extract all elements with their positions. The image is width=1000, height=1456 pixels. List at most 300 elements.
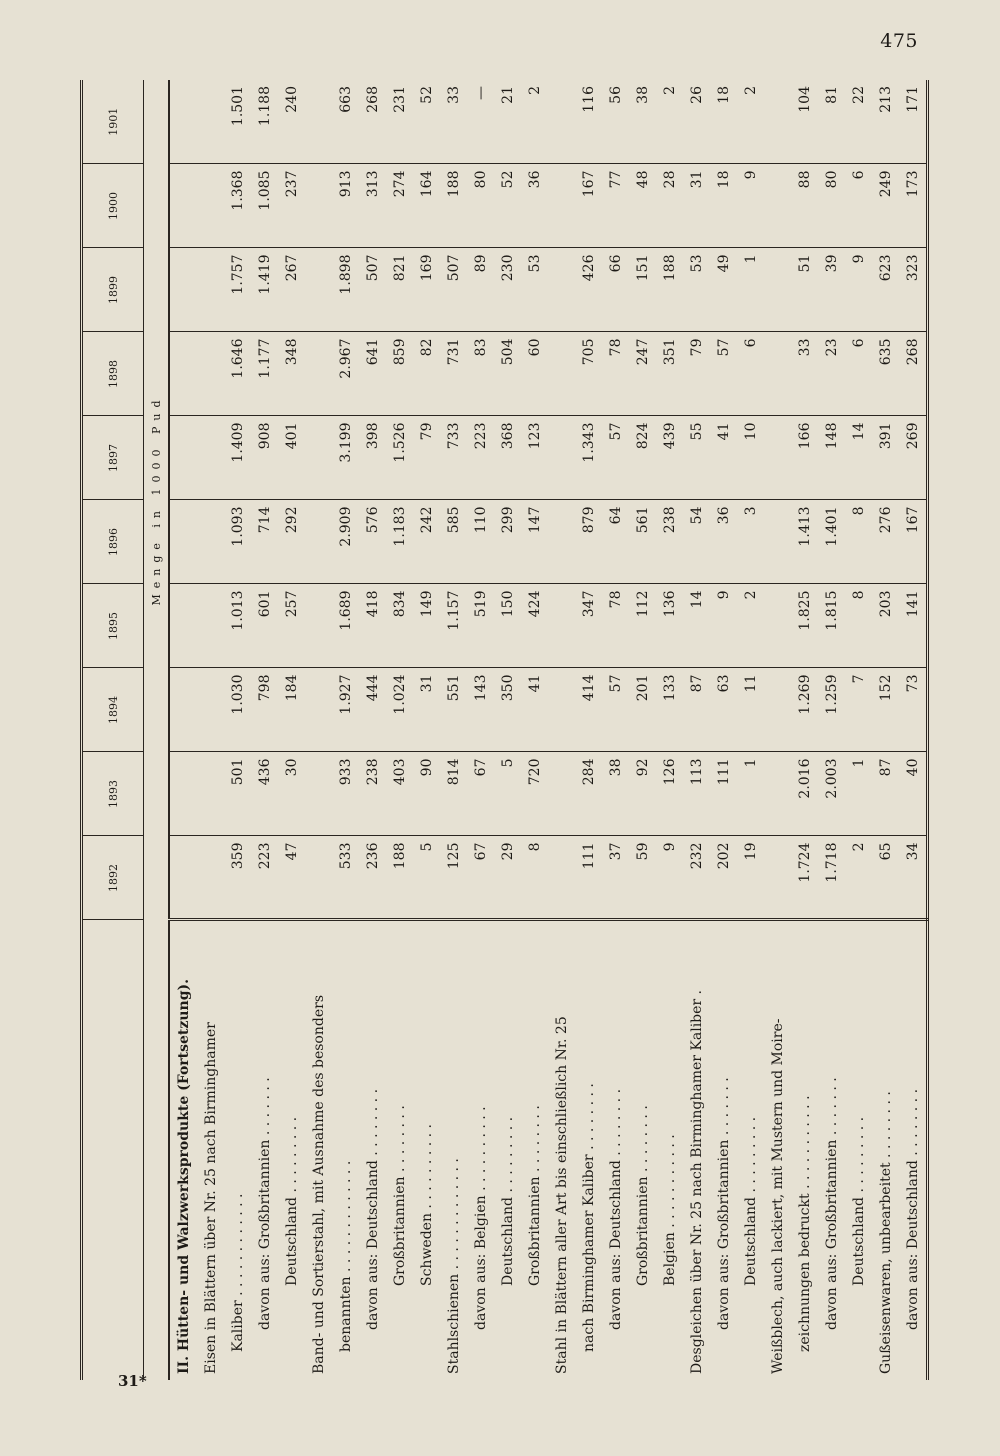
table-row bbox=[224, 80, 251, 1380]
row-label: davon aus: Großbritannien . . . . . . . bbox=[823, 1077, 840, 1330]
table-row bbox=[440, 80, 467, 1380]
value-cell: 284 bbox=[575, 752, 602, 836]
row-label: nach Birminghamer Kaliber . . . . . . . . bbox=[580, 1083, 597, 1352]
row-label: zeichnungen bedruckt . . . . . . . . . . . bbox=[796, 1095, 813, 1352]
value-cell: 126 bbox=[656, 752, 683, 836]
value-cell: 257 bbox=[278, 584, 305, 668]
row-label: Deutschland . . . . . . . . . bbox=[742, 1116, 759, 1286]
value-cell bbox=[764, 500, 791, 584]
row-label-cell bbox=[305, 920, 332, 1380]
year-header: 1900 bbox=[82, 164, 144, 248]
statistics-table bbox=[80, 80, 929, 1380]
value-cell bbox=[197, 80, 224, 164]
row-label: Großbritannien . . . . . . . . bbox=[391, 1105, 408, 1286]
value-cell: 14 bbox=[683, 584, 710, 668]
value-cell: 150 bbox=[494, 584, 521, 668]
value-cell: 111 bbox=[710, 752, 737, 836]
value-cell: 2 bbox=[521, 80, 548, 164]
value-cell bbox=[548, 752, 575, 836]
value-cell: 1.013 bbox=[224, 584, 251, 668]
value-cell: 169 bbox=[413, 248, 440, 332]
value-cell: 424 bbox=[521, 584, 548, 668]
value-cell: 824 bbox=[629, 416, 656, 500]
value-cell: 236 bbox=[359, 836, 386, 920]
value-cell: 1.898 bbox=[332, 248, 359, 332]
value-cell: 6 bbox=[737, 332, 764, 416]
value-cell: 519 bbox=[467, 584, 494, 668]
value-cell: 576 bbox=[359, 500, 386, 584]
value-cell: 561 bbox=[629, 500, 656, 584]
value-cell: 299 bbox=[494, 500, 521, 584]
value-cell: 821 bbox=[386, 248, 413, 332]
value-cell: 1.927 bbox=[332, 668, 359, 752]
table-row bbox=[818, 80, 845, 1380]
table-row bbox=[872, 80, 899, 1380]
value-cell: 1.825 bbox=[791, 584, 818, 668]
signature-mark: 31* bbox=[118, 1372, 147, 1390]
value-cell: 188 bbox=[656, 248, 683, 332]
row-label: Stahl in Blättern aller Art bis einschließlich Nr. 25 bbox=[553, 1016, 570, 1374]
table-row bbox=[602, 80, 629, 1380]
value-cell: 184 bbox=[278, 668, 305, 752]
value-cell bbox=[197, 668, 224, 752]
value-cell: 125 bbox=[440, 836, 467, 920]
year-header: 1894 bbox=[82, 668, 144, 752]
value-cell: 41 bbox=[710, 416, 737, 500]
row-label: Desgleichen über Nr. 25 nach Birminghamer Kaliber . bbox=[688, 989, 705, 1374]
value-cell bbox=[305, 584, 332, 668]
value-cell: 1.030 bbox=[224, 668, 251, 752]
value-cell: 36 bbox=[710, 500, 737, 584]
table-row bbox=[656, 80, 683, 1380]
value-cell: 267 bbox=[278, 248, 305, 332]
value-cell: 80 bbox=[467, 164, 494, 248]
value-cell: 55 bbox=[683, 416, 710, 500]
value-cell: 242 bbox=[413, 500, 440, 584]
value-cell: 533 bbox=[332, 836, 359, 920]
row-label: davon aus: Deutschland . . . . . . . . bbox=[364, 1088, 381, 1330]
value-cell: 237 bbox=[278, 164, 305, 248]
table-row bbox=[845, 80, 872, 1380]
value-cell: 31 bbox=[413, 668, 440, 752]
value-cell: 30 bbox=[278, 752, 305, 836]
value-cell: 33 bbox=[791, 332, 818, 416]
row-label: Deutschland . . . . . . . . . bbox=[499, 1116, 516, 1286]
value-cell: 247 bbox=[629, 332, 656, 416]
value-cell: 123 bbox=[521, 416, 548, 500]
row-label: davon aus: Großbritannien . . . . . . . bbox=[715, 1077, 732, 1330]
value-cell: 152 bbox=[872, 668, 899, 752]
value-cell bbox=[169, 164, 197, 248]
row-label: Eisen in Blättern über Nr. 25 nach Birminghamer bbox=[202, 1022, 219, 1374]
value-cell: 1.419 bbox=[251, 248, 278, 332]
row-label: Schweden . . . . . . . . . . bbox=[418, 1124, 435, 1286]
value-cell: 6 bbox=[845, 164, 872, 248]
value-cell bbox=[197, 836, 224, 920]
value-cell bbox=[305, 500, 332, 584]
value-cell: 1.718 bbox=[818, 836, 845, 920]
row-label-cell bbox=[683, 920, 710, 1380]
value-cell: 814 bbox=[440, 752, 467, 836]
year-header: 1898 bbox=[82, 332, 144, 416]
value-cell: 368 bbox=[494, 416, 521, 500]
value-cell: 66 bbox=[602, 248, 629, 332]
value-cell: 276 bbox=[872, 500, 899, 584]
value-cell: 1.157 bbox=[440, 584, 467, 668]
row-label: davon aus: Deutschland . . . . . . . . bbox=[607, 1088, 624, 1330]
row-label-cell bbox=[791, 920, 818, 1380]
row-label-cell bbox=[737, 920, 764, 1380]
value-cell: 1.368 bbox=[224, 164, 251, 248]
value-cell: 87 bbox=[683, 668, 710, 752]
year-header-row bbox=[82, 80, 144, 1380]
value-cell bbox=[197, 752, 224, 836]
value-cell bbox=[169, 836, 197, 920]
value-cell: 641 bbox=[359, 332, 386, 416]
row-label-cell bbox=[872, 920, 899, 1380]
table-row bbox=[683, 80, 710, 1380]
value-cell: 41 bbox=[521, 668, 548, 752]
value-cell: 1.085 bbox=[251, 164, 278, 248]
value-cell: 585 bbox=[440, 500, 467, 584]
value-cell: 23 bbox=[818, 332, 845, 416]
value-cell: 551 bbox=[440, 668, 467, 752]
value-cell: 2 bbox=[737, 80, 764, 164]
value-cell: 79 bbox=[413, 416, 440, 500]
value-cell: 9 bbox=[710, 584, 737, 668]
value-cell bbox=[305, 248, 332, 332]
value-cell: 53 bbox=[683, 248, 710, 332]
value-cell: 1.409 bbox=[224, 416, 251, 500]
value-cell: 92 bbox=[629, 752, 656, 836]
value-cell: 223 bbox=[467, 416, 494, 500]
value-cell: 9 bbox=[656, 836, 683, 920]
value-cell: 33 bbox=[440, 80, 467, 164]
value-cell bbox=[197, 164, 224, 248]
row-label-cell bbox=[332, 920, 359, 1380]
value-cell: 1.343 bbox=[575, 416, 602, 500]
value-cell bbox=[197, 248, 224, 332]
value-cell: 188 bbox=[386, 836, 413, 920]
value-cell: 507 bbox=[359, 248, 386, 332]
value-cell: 359 bbox=[224, 836, 251, 920]
value-cell: 113 bbox=[683, 752, 710, 836]
rotated-table-area bbox=[80, 80, 920, 1380]
row-label-cell bbox=[710, 920, 737, 1380]
value-cell: 439 bbox=[656, 416, 683, 500]
value-cell: 78 bbox=[602, 332, 629, 416]
table-row bbox=[169, 80, 197, 1380]
row-label: Großbritannien . . . . . . . . bbox=[526, 1105, 543, 1286]
value-cell: 879 bbox=[575, 500, 602, 584]
row-label: Deutschland . . . . . . . . . bbox=[850, 1116, 867, 1286]
value-cell bbox=[305, 164, 332, 248]
row-label-cell bbox=[818, 920, 845, 1380]
value-cell bbox=[764, 164, 791, 248]
value-cell: 348 bbox=[278, 332, 305, 416]
value-cell: 40 bbox=[899, 752, 928, 836]
row-label-cell bbox=[197, 920, 224, 1380]
value-cell: 623 bbox=[872, 248, 899, 332]
value-cell: 1.093 bbox=[224, 500, 251, 584]
value-cell: 26 bbox=[683, 80, 710, 164]
value-cell: 913 bbox=[332, 164, 359, 248]
value-cell: 1.177 bbox=[251, 332, 278, 416]
value-cell: 52 bbox=[494, 164, 521, 248]
value-cell: 269 bbox=[899, 416, 928, 500]
value-cell: 28 bbox=[656, 164, 683, 248]
value-cell: 908 bbox=[251, 416, 278, 500]
value-cell: 188 bbox=[440, 164, 467, 248]
row-label: Weißblech, auch lackiert, mit Mustern und Moire- bbox=[769, 1018, 786, 1374]
value-cell: 1 bbox=[737, 248, 764, 332]
row-label-cell bbox=[224, 920, 251, 1380]
value-cell: 418 bbox=[359, 584, 386, 668]
value-cell: 249 bbox=[872, 164, 899, 248]
row-label: davon aus: Großbritannien . . . . . . . bbox=[256, 1077, 273, 1330]
value-cell: 720 bbox=[521, 752, 548, 836]
value-cell: 1.401 bbox=[818, 500, 845, 584]
value-cell: 136 bbox=[656, 584, 683, 668]
row-label-cell bbox=[602, 920, 629, 1380]
value-cell: 87 bbox=[872, 752, 899, 836]
value-cell: 1.269 bbox=[791, 668, 818, 752]
value-cell bbox=[548, 668, 575, 752]
value-cell: 133 bbox=[656, 668, 683, 752]
value-cell: 149 bbox=[413, 584, 440, 668]
value-cell bbox=[197, 584, 224, 668]
value-cell: 89 bbox=[467, 248, 494, 332]
row-label-cell bbox=[169, 920, 197, 1380]
value-cell: 52 bbox=[413, 80, 440, 164]
value-cell bbox=[305, 416, 332, 500]
value-cell: 77 bbox=[602, 164, 629, 248]
value-cell: 29 bbox=[494, 836, 521, 920]
value-cell: 18 bbox=[710, 164, 737, 248]
value-cell: 65 bbox=[872, 836, 899, 920]
value-cell: 37 bbox=[602, 836, 629, 920]
value-cell: 59 bbox=[629, 836, 656, 920]
value-cell: 8 bbox=[845, 584, 872, 668]
value-cell: 38 bbox=[629, 80, 656, 164]
value-cell: 398 bbox=[359, 416, 386, 500]
value-cell: 60 bbox=[521, 332, 548, 416]
row-label-cell bbox=[278, 920, 305, 1380]
value-cell: 5 bbox=[413, 836, 440, 920]
row-label-cell bbox=[521, 920, 548, 1380]
table-row bbox=[251, 80, 278, 1380]
value-cell: 83 bbox=[467, 332, 494, 416]
value-cell: 21 bbox=[494, 80, 521, 164]
row-label-cell bbox=[440, 920, 467, 1380]
value-cell: 436 bbox=[251, 752, 278, 836]
value-cell: 2 bbox=[737, 584, 764, 668]
row-label: benannten . . . . . . . . . . . . . bbox=[337, 1160, 354, 1352]
table-row bbox=[764, 80, 791, 1380]
value-cell bbox=[764, 668, 791, 752]
row-label: Belgien . . . . . . . . . . . bbox=[661, 1134, 678, 1286]
value-cell: 73 bbox=[899, 668, 928, 752]
value-cell: 292 bbox=[278, 500, 305, 584]
unit-spacer bbox=[144, 920, 170, 1380]
value-cell: 148 bbox=[818, 416, 845, 500]
value-cell: 78 bbox=[602, 584, 629, 668]
value-cell: 798 bbox=[251, 668, 278, 752]
year-header: 1893 bbox=[82, 752, 144, 836]
value-cell: 112 bbox=[629, 584, 656, 668]
value-cell: 663 bbox=[332, 80, 359, 164]
value-cell: 82 bbox=[413, 332, 440, 416]
value-cell bbox=[305, 836, 332, 920]
value-cell: 347 bbox=[575, 584, 602, 668]
row-label: Kaliber . . . . . . . . . . . . bbox=[229, 1193, 246, 1352]
value-cell: 635 bbox=[872, 332, 899, 416]
value-cell: 2 bbox=[656, 80, 683, 164]
year-header: 1892 bbox=[82, 836, 144, 920]
value-cell: 1.413 bbox=[791, 500, 818, 584]
value-cell: 1.526 bbox=[386, 416, 413, 500]
value-cell: 48 bbox=[629, 164, 656, 248]
value-cell: 3 bbox=[737, 500, 764, 584]
row-label-cell bbox=[251, 920, 278, 1380]
value-cell: 238 bbox=[656, 500, 683, 584]
value-cell: 1.501 bbox=[224, 80, 251, 164]
value-cell: 2 bbox=[845, 836, 872, 920]
value-cell bbox=[169, 80, 197, 164]
value-cell: 201 bbox=[629, 668, 656, 752]
value-cell bbox=[764, 752, 791, 836]
table-row bbox=[899, 80, 928, 1380]
value-cell: 933 bbox=[332, 752, 359, 836]
value-cell: 2.003 bbox=[818, 752, 845, 836]
value-cell: 67 bbox=[467, 752, 494, 836]
row-label-cell bbox=[359, 920, 386, 1380]
value-cell: 733 bbox=[440, 416, 467, 500]
value-cell: 601 bbox=[251, 584, 278, 668]
row-label: Band- und Sortierstahl, mit Ausnahme des besonders bbox=[310, 995, 327, 1374]
table-row bbox=[305, 80, 332, 1380]
table-row bbox=[548, 80, 575, 1380]
value-cell: 401 bbox=[278, 416, 305, 500]
value-cell: 54 bbox=[683, 500, 710, 584]
table-row bbox=[278, 80, 305, 1380]
value-cell: 11 bbox=[737, 668, 764, 752]
row-label: davon aus: Belgien . . . . . . . . . . bbox=[472, 1106, 489, 1330]
value-cell: 403 bbox=[386, 752, 413, 836]
value-cell bbox=[764, 416, 791, 500]
value-cell: 171 bbox=[899, 80, 928, 164]
value-cell: 38 bbox=[602, 752, 629, 836]
value-cell: 5 bbox=[494, 752, 521, 836]
value-cell: 143 bbox=[467, 668, 494, 752]
value-cell: 2.016 bbox=[791, 752, 818, 836]
row-label: Großbritannien . . . . . . . . bbox=[634, 1105, 651, 1286]
label-column-header bbox=[82, 920, 144, 1380]
value-cell bbox=[169, 752, 197, 836]
value-cell: 39 bbox=[818, 248, 845, 332]
year-header: 1895 bbox=[82, 584, 144, 668]
value-cell: 2.967 bbox=[332, 332, 359, 416]
value-cell: 238 bbox=[359, 752, 386, 836]
value-cell: 64 bbox=[602, 500, 629, 584]
value-cell: 104 bbox=[791, 80, 818, 164]
value-cell bbox=[548, 80, 575, 164]
value-cell bbox=[169, 668, 197, 752]
year-header: 1899 bbox=[82, 248, 144, 332]
value-cell: 88 bbox=[791, 164, 818, 248]
value-cell bbox=[764, 584, 791, 668]
table-row bbox=[521, 80, 548, 1380]
value-cell: 504 bbox=[494, 332, 521, 416]
value-cell: 166 bbox=[791, 416, 818, 500]
value-cell: 323 bbox=[899, 248, 928, 332]
value-cell: 1.689 bbox=[332, 584, 359, 668]
value-cell: 167 bbox=[899, 500, 928, 584]
value-cell: 391 bbox=[872, 416, 899, 500]
value-cell: 9 bbox=[737, 164, 764, 248]
value-cell bbox=[548, 584, 575, 668]
value-cell bbox=[305, 668, 332, 752]
value-cell: 151 bbox=[629, 248, 656, 332]
unit-label: Menge in 1000 Pud bbox=[144, 80, 170, 920]
value-cell: 81 bbox=[818, 80, 845, 164]
table-row bbox=[737, 80, 764, 1380]
table-row bbox=[197, 80, 224, 1380]
value-cell: 67 bbox=[467, 836, 494, 920]
value-cell: 351 bbox=[656, 332, 683, 416]
value-cell bbox=[548, 500, 575, 584]
value-cell: 1.815 bbox=[818, 584, 845, 668]
row-label-cell bbox=[656, 920, 683, 1380]
value-cell: 444 bbox=[359, 668, 386, 752]
table-row bbox=[467, 80, 494, 1380]
value-cell bbox=[305, 752, 332, 836]
value-cell bbox=[548, 164, 575, 248]
value-cell: 51 bbox=[791, 248, 818, 332]
value-cell: 1.757 bbox=[224, 248, 251, 332]
value-cell: 8 bbox=[521, 836, 548, 920]
value-cell: 147 bbox=[521, 500, 548, 584]
value-cell: 834 bbox=[386, 584, 413, 668]
value-cell bbox=[197, 332, 224, 416]
value-cell: 1 bbox=[845, 752, 872, 836]
page-number: 475 bbox=[880, 30, 918, 52]
value-cell: 213 bbox=[872, 80, 899, 164]
table-row bbox=[386, 80, 413, 1380]
value-cell: 705 bbox=[575, 332, 602, 416]
value-cell: 350 bbox=[494, 668, 521, 752]
value-cell: 1.724 bbox=[791, 836, 818, 920]
row-label: Stahlschienen . . . . . . . . . . . . . bbox=[445, 1158, 462, 1374]
value-cell: 10 bbox=[737, 416, 764, 500]
value-cell: 49 bbox=[710, 248, 737, 332]
value-cell: 14 bbox=[845, 416, 872, 500]
value-cell: 2.909 bbox=[332, 500, 359, 584]
value-cell: 1.024 bbox=[386, 668, 413, 752]
year-header: 1897 bbox=[82, 416, 144, 500]
value-cell bbox=[764, 80, 791, 164]
value-cell: 34 bbox=[899, 836, 928, 920]
value-cell bbox=[169, 332, 197, 416]
value-cell: 90 bbox=[413, 752, 440, 836]
value-cell bbox=[305, 80, 332, 164]
value-cell: 57 bbox=[710, 332, 737, 416]
value-cell: 203 bbox=[872, 584, 899, 668]
section-title: II. Hütten- und Walzwerksprodukte (Fortsetzung). bbox=[175, 979, 192, 1374]
value-cell: 1 bbox=[737, 752, 764, 836]
row-label: Deutschland . . . . . . . . . bbox=[283, 1116, 300, 1286]
value-cell: 507 bbox=[440, 248, 467, 332]
